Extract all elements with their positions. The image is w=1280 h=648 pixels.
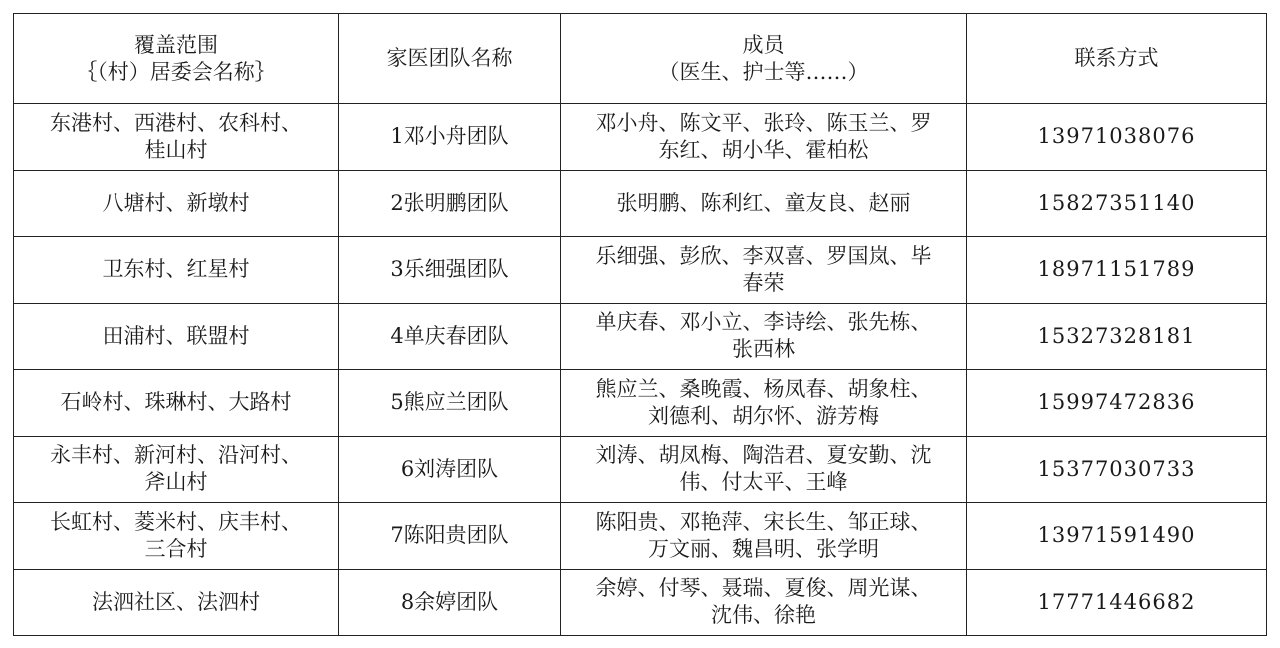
members-line: 刘德利、胡尔怀、游芳梅 (648, 403, 879, 428)
coverage-area-line: 田浦村、联盟村 (102, 323, 250, 348)
cell-team-name: 8余婷团队 (339, 569, 561, 636)
members-line: 邓小舟、陈文平、张玲、陈玉兰、罗 (595, 110, 932, 135)
coverage-area-line: 石岭村、珠琳村、大路村 (60, 390, 292, 415)
cell-members (561, 303, 967, 370)
table-row (14, 170, 1267, 237)
members-line: 春荣 (742, 270, 785, 295)
cell-contact-phone: 15997472836 (967, 370, 1267, 437)
cell-members (561, 237, 967, 304)
cell-contact-phone: 13971591490 (967, 503, 1267, 570)
cell-contact-phone: 13971038076 (967, 104, 1267, 171)
cell-team-name: 6刘涛团队 (339, 436, 561, 503)
header-members (561, 14, 967, 104)
coverage-area-line: 卫东村、红星村 (102, 257, 250, 282)
cell-members (561, 569, 967, 636)
members-line: 张明鹏、陈利红、童友良、赵丽 (616, 190, 911, 215)
table-row (14, 237, 1267, 304)
table-row (14, 104, 1267, 171)
header-coverage-area-line: 覆盖范围 (134, 32, 218, 57)
table-header (14, 14, 1267, 104)
cell-contact-phone: 18971151789 (967, 237, 1267, 304)
members-line: 余婷、付琴、聂瑞、夏俊、周光谋、 (595, 576, 932, 601)
members-line: 伟、付太平、王峰 (679, 470, 848, 495)
cell-contact-phone: 15827351140 (967, 170, 1267, 237)
members-line: 张西林 (732, 337, 795, 362)
coverage-area-line: 桂山村 (144, 137, 208, 162)
header-contact: 联系方式 (967, 14, 1267, 104)
coverage-area-line: 三合村 (144, 536, 208, 561)
header-coverage-area-line: ｛（村）居委会名称｝ (76, 59, 276, 84)
coverage-area-line: 八塘村、新墩村 (102, 190, 250, 215)
cell-team-name: 1邓小舟团队 (339, 104, 561, 171)
table-row (14, 303, 1267, 370)
members-line: 东红、胡小华、霍柏松 (658, 137, 869, 162)
cell-members (561, 503, 967, 570)
header-row (14, 14, 1267, 104)
members-line: 刘涛、胡凤梅、陶浩君、夏安勤、沈 (595, 443, 932, 468)
header-team-name: 家医团队名称 (339, 14, 561, 104)
cell-contact-phone: 17771446682 (967, 569, 1267, 636)
table-row (14, 569, 1267, 636)
table-row (14, 503, 1267, 570)
members-line: 乐细强、彭欣、李双喜、罗国岚、毕 (595, 243, 932, 268)
cell-members (561, 436, 967, 503)
cell-team-name: 2张明鹏团队 (339, 170, 561, 237)
cell-members (561, 104, 967, 171)
table-row (14, 370, 1267, 437)
cell-coverage-area (14, 370, 339, 437)
coverage-area-line: 东港村、西港村、农科村、 (50, 110, 302, 135)
cell-coverage-area (14, 104, 339, 171)
members-line: 陈阳贵、邓艳萍、宋长生、邹正球、 (595, 509, 932, 534)
coverage-area-line: 斧山村 (144, 470, 208, 495)
cell-members (561, 370, 967, 437)
family-doctor-team-table (13, 13, 1267, 636)
coverage-area-line: 法泗社区、法泗村 (92, 589, 260, 614)
members-line: 单庆春、邓小立、李诗绘、张先栋、 (595, 310, 932, 335)
members-line: 熊应兰、桑晚霞、杨凤春、胡象柱、 (595, 376, 932, 401)
cell-team-name: 5熊应兰团队 (339, 370, 561, 437)
cell-team-name: 4单庆春团队 (339, 303, 561, 370)
header-members-line: 成员 (742, 32, 785, 57)
header-members-line: （医生、护士等……） (658, 59, 869, 84)
cell-contact-phone: 15377030733 (967, 436, 1267, 503)
cell-contact-phone: 15327328181 (967, 303, 1267, 370)
cell-coverage-area (14, 170, 339, 237)
cell-coverage-area (14, 303, 339, 370)
members-line: 沈伟、徐艳 (711, 603, 816, 628)
cell-coverage-area (14, 436, 339, 503)
table-body (14, 104, 1267, 636)
cell-members (561, 170, 967, 237)
header-coverage-area (14, 14, 339, 104)
members-line: 万文丽、魏昌明、张学明 (648, 536, 879, 561)
cell-team-name: 3乐细强团队 (339, 237, 561, 304)
cell-coverage-area (14, 569, 339, 636)
cell-team-name: 7陈阳贵团队 (339, 503, 561, 570)
coverage-area-line: 永丰村、新河村、沿河村、 (50, 443, 302, 468)
table-row (14, 436, 1267, 503)
cell-coverage-area (14, 237, 339, 304)
coverage-area-line: 长虹村、菱米村、庆丰村、 (50, 509, 302, 534)
cell-coverage-area (14, 503, 339, 570)
